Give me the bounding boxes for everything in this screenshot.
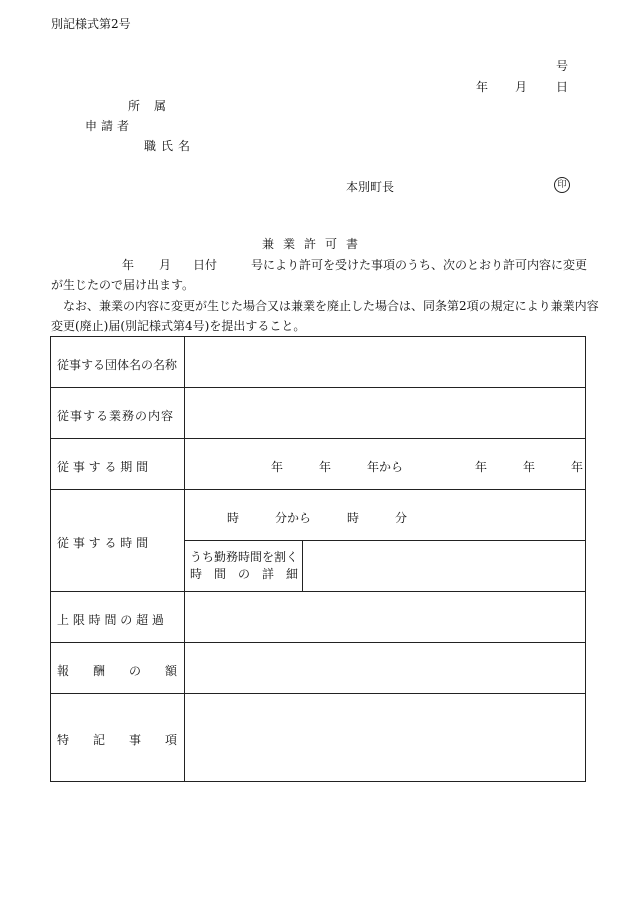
paragraph-1-line-1: 号により許可を受けた事項のうち、次のとおり許可内容に変更 xyxy=(251,258,588,272)
remarks-label: 特 記 事 項 xyxy=(57,733,178,747)
organization-name-field[interactable] xyxy=(186,338,584,386)
period-to-text: 年 年 年 xyxy=(475,460,584,474)
remuneration-label: 報 酬 の 額 xyxy=(57,664,178,678)
form-number-label: 別記様式第2号 xyxy=(51,17,131,31)
row-divider xyxy=(51,489,585,490)
row-divider xyxy=(51,591,585,592)
affiliation-label: 所属 xyxy=(128,99,181,113)
work-content-label: 従事する業務の内容 xyxy=(57,409,175,423)
date-year-label: 年 xyxy=(476,80,489,94)
paragraph-2-line-1: なお、兼業の内容に変更が生じた場合又は兼業を廃止した場合は、同条第2項の規定により兼業内容 xyxy=(63,299,599,313)
time-label: 従 事 す る 時 間 xyxy=(57,536,149,550)
time-detail-label-line-1: うち勤務時間を割く xyxy=(190,550,299,564)
period-from-text: 年 年 年から xyxy=(271,460,404,474)
overtime-field[interactable] xyxy=(186,593,584,641)
seal-mark: 印 xyxy=(554,177,570,193)
time-detail-field[interactable] xyxy=(304,542,584,590)
period-label: 従 事 す る 期 間 xyxy=(57,460,149,474)
time-subrow-divider xyxy=(184,540,585,541)
document-title: 兼業許可書 xyxy=(262,237,368,251)
recipient-title: 本別町長 xyxy=(346,180,395,194)
paragraph-1-line-2: が生じたので届け出ます。 xyxy=(51,278,195,292)
row-divider xyxy=(51,693,585,694)
reference-day-label: 日付 xyxy=(193,258,218,272)
time-detail-divider xyxy=(302,540,303,591)
remarks-field[interactable] xyxy=(186,695,584,781)
overtime-label: 上 限 時 間 の 超 過 xyxy=(57,613,164,627)
reference-year-label: 年 xyxy=(122,258,135,272)
paragraph-2-line-2: 変更(廃止)届(別記様式第4号)を提出すること。 xyxy=(51,319,306,333)
reference-month-label: 月 xyxy=(159,258,172,272)
position-name-label: 職氏名 xyxy=(144,139,196,153)
date-day-label: 日 xyxy=(556,80,569,94)
remuneration-field[interactable] xyxy=(186,644,584,692)
organization-name-label: 従事する団体名の名称 xyxy=(57,358,178,372)
time-detail-label-line-2: 時 間 の 詳 細 xyxy=(190,567,299,581)
row-divider xyxy=(51,438,585,439)
row-divider xyxy=(51,387,585,388)
document-number-label: 号 xyxy=(556,59,569,73)
applicant-label: 申請者 xyxy=(85,119,134,133)
row-divider xyxy=(51,642,585,643)
label-column-divider xyxy=(184,337,185,781)
work-content-field[interactable] xyxy=(186,389,584,437)
details-table xyxy=(50,336,586,782)
time-range-text: 時 分から 時 分 xyxy=(227,511,408,525)
date-month-label: 月 xyxy=(515,80,528,94)
